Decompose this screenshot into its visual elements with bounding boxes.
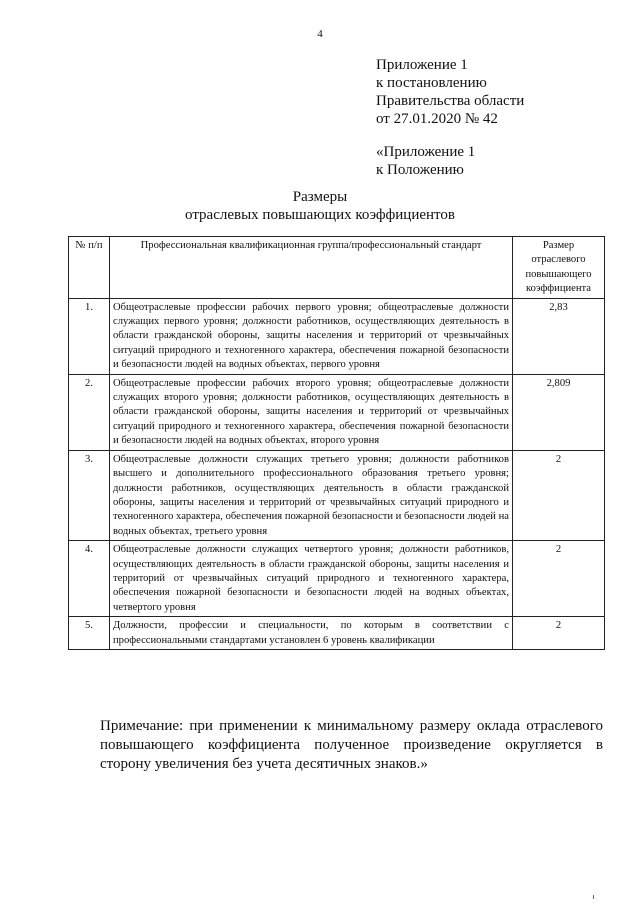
title-line: Размеры — [292, 189, 348, 205]
appendix-line: от 27.01.2020 № 42 — [376, 111, 498, 127]
appendix-line: к постановлению — [376, 75, 487, 91]
coefficients-table — [68, 236, 605, 650]
row-coefficient: 2,83 — [513, 298, 605, 374]
header-group: Профессиональная квалификационная группа/профессиональный стандарт — [110, 237, 513, 299]
row-coefficient: 2 — [513, 541, 605, 617]
row-coefficient: 2,809 — [513, 374, 605, 450]
table-header-row — [69, 237, 605, 299]
table-row — [69, 541, 605, 617]
appendix-line: Правительства области — [376, 93, 525, 109]
row-number: 3. — [69, 450, 110, 540]
table-row — [69, 298, 605, 374]
table-row — [69, 617, 605, 650]
header-number: № п/п — [69, 237, 110, 299]
footnote: Примечание: при применении к минимальному размеру оклада отраслевого повышающего коэффициента полученное произведение округляется в сторону увеличения без учета десятичных знаков.» — [100, 718, 603, 772]
table-row — [69, 374, 605, 450]
appendix-line: Приложение 1 — [376, 57, 468, 73]
row-number: 2. — [69, 374, 110, 450]
row-coefficient: 2 — [513, 450, 605, 540]
row-number: 4. — [69, 541, 110, 617]
row-group: Общеотраслевые профессии рабочих первого уровня; общеотраслевые должности служащих первого уровня; должности работников, осуществляющих деятельность в области гражданской обороны, защиты населения и территорий от чрезвычайных ситуаций природного и техногенного характера, обеспечения пожарной безопасности и безопасности людей на водных объектах, первого уровня — [110, 298, 513, 374]
row-number: 5. — [69, 617, 110, 650]
table-row — [69, 450, 605, 540]
row-group: Общеотраслевые должности служащих четвертого уровня; должности работников, осуществляющих деятельность в области гражданской обороны, защиты населения и территорий от чрезвычайных ситуаций природного и техногенного характера, обеспечения пожарной безопасности и безопасности людей на водных объектах, четвертого уровня — [110, 541, 513, 617]
row-coefficient: 2 — [513, 617, 605, 650]
appendix-inner-block — [376, 143, 475, 179]
page-number: 4 — [317, 28, 323, 40]
row-number: 1. — [69, 298, 110, 374]
row-group: Общеотраслевые профессии рабочих второго уровня; общеотраслевые должности служащих второго уровня; должности работников, осуществляющих деятельность в области гражданской обороны, защиты населения и территорий от чрезвычайных ситуаций природного и техногенного характера, обеспечения пожарной безопасности и безопасности людей на водных объектах, второго уровня — [110, 374, 513, 450]
appendix-inner-line: «Приложение 1 — [376, 144, 476, 160]
appendix-inner-line: к Положению — [376, 162, 464, 178]
row-group: Должности, профессии и специальности, по которым в соответствии с профессиональными стандартами установлен 6 уровень квалификации — [110, 617, 513, 650]
header-coefficient: Размер отраслевого повышающего коэффициента — [513, 237, 605, 299]
row-group: Общеотраслевые должности служащих третьего уровня; должности работников высшего и дополнительного профессионального образования третьего уровня; должности работников, осуществляющих деятельность в области гражданской обороны, защиты населения и территорий от чрезвычайных ситуаций природного и техногенного характера, обеспечения пожарной безопасности и безопасности людей на водных объектах, третьего уровня — [110, 450, 513, 540]
title-line: отраслевых повышающих коэффициентов — [185, 207, 455, 223]
document-title — [0, 188, 640, 224]
scan-mark — [593, 895, 594, 899]
appendix-block — [376, 56, 524, 128]
